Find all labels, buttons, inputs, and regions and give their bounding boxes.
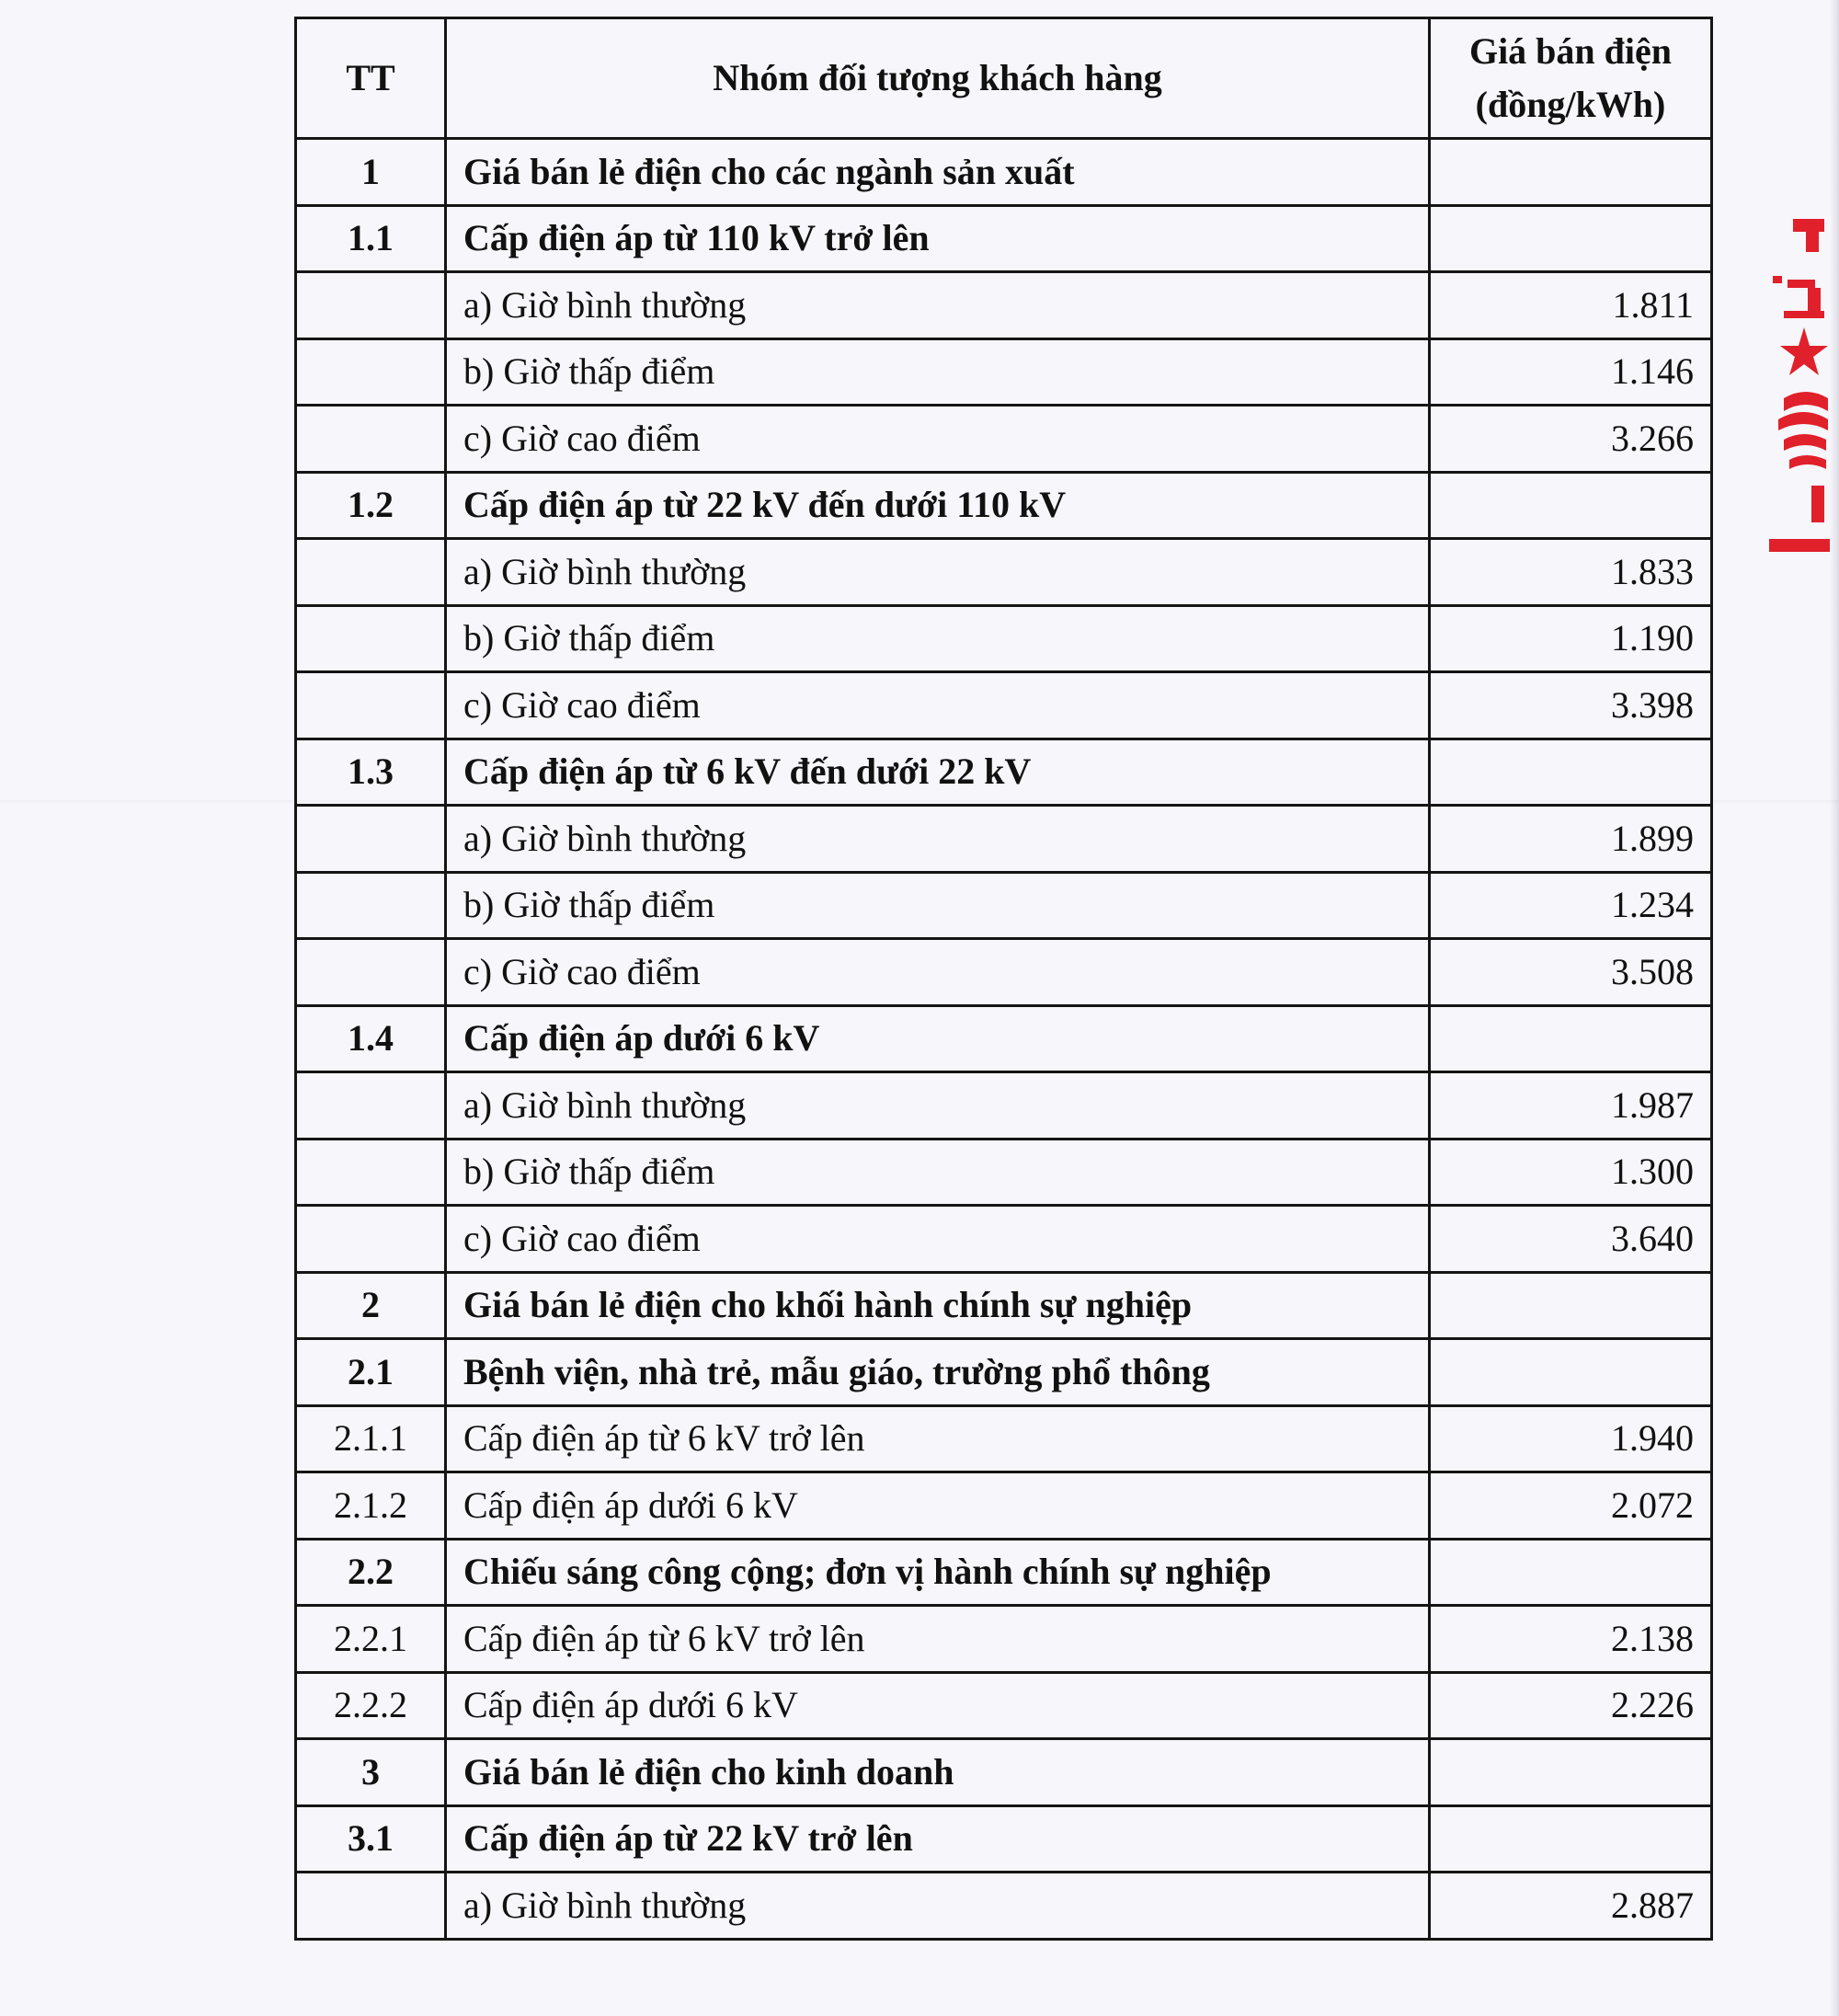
cell-price (1430, 1805, 1712, 1873)
cell-tt: 2.1.1 (296, 1405, 446, 1472)
header-price (1430, 18, 1712, 139)
table-row (296, 739, 1712, 806)
header-price-unit: (đồng/kWh) (1475, 84, 1666, 125)
table-row (296, 406, 1712, 473)
table-row (296, 1739, 1712, 1806)
table-row (296, 1805, 1712, 1873)
table-row (296, 1606, 1712, 1673)
cell-customer-group: Cấp điện áp từ 6 kV đến dưới 22 kV (446, 739, 1430, 806)
table-row (296, 1139, 1712, 1206)
table-row (296, 272, 1712, 339)
cell-tt (296, 672, 446, 739)
cell-customer-group: Chiếu sáng công cộng; đơn vị hành chính sự nghiệp (446, 1539, 1430, 1606)
cell-price (1430, 1339, 1712, 1406)
table-body (296, 139, 1712, 1940)
cell-price: 1.899 (1430, 806, 1712, 873)
table-row (296, 672, 1712, 739)
cell-tt (296, 539, 446, 606)
table-row (296, 1672, 1712, 1739)
cell-tt: 1.1 (296, 205, 446, 272)
cell-customer-group: b) Giờ thấp điểm (446, 605, 1430, 672)
cell-customer-group: Cấp điện áp dưới 6 kV (446, 1005, 1430, 1072)
cell-tt: 1.4 (296, 1005, 446, 1072)
cell-customer-group: a) Giờ bình thường (446, 1873, 1430, 1940)
cell-price: 3.266 (1430, 406, 1712, 473)
cell-price (1430, 139, 1712, 206)
cell-customer-group: Cấp điện áp dưới 6 kV (446, 1672, 1430, 1739)
cell-tt (296, 939, 446, 1006)
cell-price: 2.226 (1430, 1672, 1712, 1739)
cell-customer-group: Giá bán lẻ điện cho kinh doanh (446, 1739, 1430, 1806)
table-row (296, 939, 1712, 1006)
cell-price (1430, 1739, 1712, 1806)
cell-customer-group: Giá bán lẻ điện cho các ngành sản xuất (446, 139, 1430, 206)
cell-price (1430, 1272, 1712, 1339)
cell-price: 1.146 (1430, 338, 1712, 406)
cell-customer-group: Cấp điện áp dưới 6 kV (446, 1472, 1430, 1540)
cell-customer-group: Cấp điện áp từ 22 kV đến dưới 110 kV (446, 472, 1430, 539)
cell-tt (296, 605, 446, 672)
table-row (296, 806, 1712, 873)
cell-customer-group: b) Giờ thấp điểm (446, 338, 1430, 406)
header-tt: TT (296, 18, 446, 139)
table-row (296, 1405, 1712, 1472)
table-row (296, 1272, 1712, 1339)
cell-customer-group: a) Giờ bình thường (446, 272, 1430, 339)
cell-customer-group: Cấp điện áp từ 22 kV trở lên (446, 1805, 1430, 1873)
header-customer-group: Nhóm đối tượng khách hàng (446, 18, 1430, 139)
cell-customer-group: a) Giờ bình thường (446, 539, 1430, 606)
cell-customer-group: Cấp điện áp từ 6 kV trở lên (446, 1405, 1430, 1472)
table-row (296, 1206, 1712, 1273)
cell-tt: 2.2.2 (296, 1672, 446, 1739)
table-row (296, 1873, 1712, 1940)
electricity-tariff-table (294, 17, 1713, 1941)
cell-tt (296, 338, 446, 406)
table-row (296, 472, 1712, 539)
cell-tt (296, 872, 446, 939)
cell-customer-group: Giá bán lẻ điện cho khối hành chính sự nghiệp (446, 1272, 1430, 1339)
cell-price: 2.072 (1430, 1472, 1712, 1540)
cell-price: 1.940 (1430, 1405, 1712, 1472)
cell-tt (296, 1873, 446, 1940)
cell-price: 1.190 (1430, 605, 1712, 672)
cell-price (1430, 739, 1712, 806)
cell-tt (296, 272, 446, 339)
table-row (296, 605, 1712, 672)
table-row (296, 205, 1712, 272)
cell-price: 3.398 (1430, 672, 1712, 739)
table-row (296, 338, 1712, 406)
cell-customer-group: c) Giờ cao điểm (446, 672, 1430, 739)
cell-customer-group: a) Giờ bình thường (446, 806, 1430, 873)
header-price-line1: Giá bán điện (1468, 30, 1673, 72)
table-row (296, 139, 1712, 206)
cell-customer-group: b) Giờ thấp điểm (446, 1139, 1430, 1206)
red-seal-stamp-icon (1765, 219, 1832, 561)
cell-tt (296, 806, 446, 873)
cell-tt (296, 1139, 446, 1206)
cell-customer-group: Cấp điện áp từ 6 kV trở lên (446, 1606, 1430, 1673)
cell-price: 3.640 (1430, 1206, 1712, 1273)
table-row (296, 1339, 1712, 1406)
cell-tt: 3.1 (296, 1805, 446, 1873)
cell-customer-group: c) Giờ cao điểm (446, 1206, 1430, 1273)
cell-price (1430, 205, 1712, 272)
cell-customer-group: c) Giờ cao điểm (446, 939, 1430, 1006)
cell-customer-group: b) Giờ thấp điểm (446, 872, 1430, 939)
cell-price: 1.833 (1430, 539, 1712, 606)
table-row (296, 1005, 1712, 1072)
cell-customer-group: Cấp điện áp từ 110 kV trở lên (446, 205, 1430, 272)
cell-customer-group: Bệnh viện, nhà trẻ, mẫu giáo, trường phổ thông (446, 1339, 1430, 1406)
table-row (296, 1472, 1712, 1540)
table-row (296, 1072, 1712, 1140)
cell-price: 1.234 (1430, 872, 1712, 939)
cell-tt (296, 406, 446, 473)
table-header-row (296, 18, 1712, 139)
cell-tt: 2.2.1 (296, 1606, 446, 1673)
cell-tt: 1.2 (296, 472, 446, 539)
cell-price (1430, 1539, 1712, 1606)
cell-price: 2.138 (1430, 1606, 1712, 1673)
cell-tt (296, 1206, 446, 1273)
cell-tt: 1 (296, 139, 446, 206)
cell-price (1430, 472, 1712, 539)
table-row (296, 872, 1712, 939)
table-row (296, 539, 1712, 606)
cell-customer-group: a) Giờ bình thường (446, 1072, 1430, 1140)
cell-tt (296, 1072, 446, 1140)
table-row (296, 1539, 1712, 1606)
cell-price (1430, 1005, 1712, 1072)
cell-customer-group: c) Giờ cao điểm (446, 406, 1430, 473)
cell-price: 1.811 (1430, 272, 1712, 339)
cell-price: 3.508 (1430, 939, 1712, 1006)
cell-tt: 1.3 (296, 739, 446, 806)
cell-price: 1.987 (1430, 1072, 1712, 1140)
cell-price: 1.300 (1430, 1139, 1712, 1206)
cell-tt: 2.1 (296, 1339, 446, 1406)
cell-tt: 2.2 (296, 1539, 446, 1606)
cell-price: 2.887 (1430, 1873, 1712, 1940)
cell-tt: 3 (296, 1739, 446, 1806)
cell-tt: 2.1.2 (296, 1472, 446, 1540)
cell-tt: 2 (296, 1272, 446, 1339)
